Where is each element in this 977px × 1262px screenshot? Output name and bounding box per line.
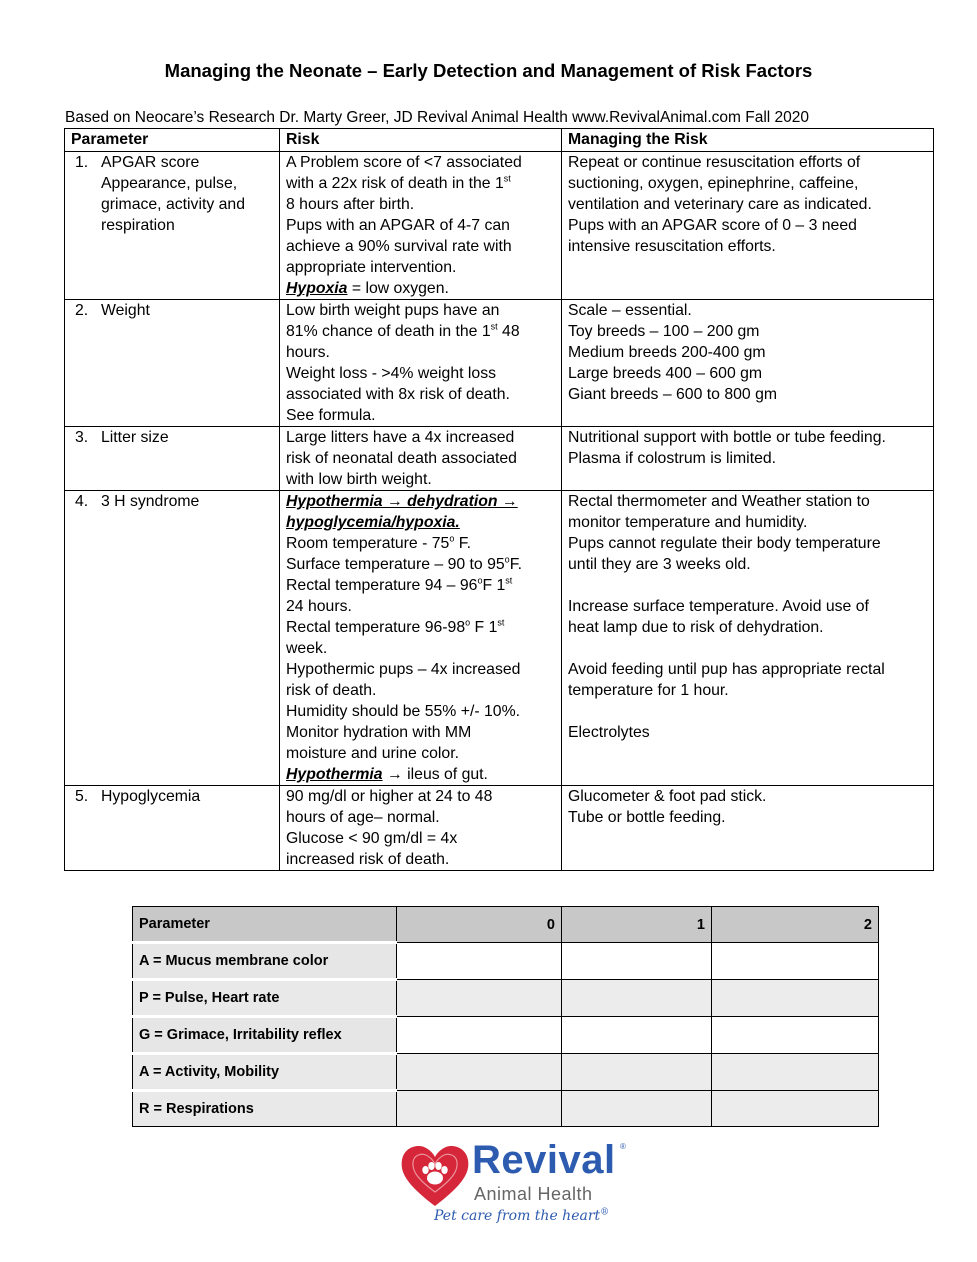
managing-text: monitor temperature and humidity. (568, 514, 808, 531)
apgar-row (133, 943, 879, 980)
managing-text: Toy breeds – 100 – 200 gm (568, 323, 760, 340)
table-row (65, 300, 934, 427)
row-number: 1. (75, 154, 89, 171)
managing-cell (562, 427, 934, 491)
table-row (65, 786, 934, 871)
table-row (65, 491, 934, 786)
row-number: 5. (75, 788, 89, 805)
apgar-score-table (132, 906, 879, 1127)
apgar-score-cell (397, 943, 562, 980)
managing-cell (562, 786, 934, 871)
apgar-header-score-0: 0 (397, 907, 562, 943)
apgar-header-row (133, 907, 879, 943)
managing-cell (562, 491, 934, 786)
apgar-score-cell (712, 980, 879, 1017)
risk-text: Weight loss - >4% weight loss (286, 365, 496, 382)
apgar-header-score-2: 2 (712, 907, 879, 943)
managing-text: Rectal thermometer and Weather station to (568, 493, 870, 510)
parameter-cell (65, 786, 280, 871)
managing-text: until they are 3 weeks old. (568, 556, 751, 573)
row-number: 2. (75, 302, 89, 319)
managing-text: Electrolytes (568, 724, 650, 741)
table-header-row (65, 129, 934, 152)
risk-text: Surface temperature – 90 to 95$^o$F. (286, 554, 522, 573)
logo-wordmark: Revival (472, 1138, 616, 1182)
apgar-score-cell (712, 1054, 879, 1091)
managing-text: suctioning, oxygen, epinephrine, caffeine, (568, 175, 859, 192)
risk-text: increased risk of death. (286, 851, 450, 868)
managing-text: Avoid feeding until pup has appropriate rectal (568, 661, 885, 678)
header-managing: Managing the Risk (562, 129, 934, 152)
heart-paw-icon (398, 1142, 472, 1210)
apgar-header-parameter: Parameter (133, 907, 397, 943)
apgar-header-score-1: 1 (562, 907, 712, 943)
apgar-score-cell (712, 943, 879, 980)
managing-text: ventilation and veterinary care as indicated. (568, 196, 872, 213)
risk-cell (280, 491, 562, 786)
risk-text: with a 22x risk of death in the 1st (286, 173, 511, 192)
risk-factor-table (64, 128, 934, 871)
risk-text: risk of neonatal death associated (286, 450, 517, 467)
apgar-score-cell (562, 980, 712, 1017)
apgar-score-cell (397, 980, 562, 1017)
table-row (65, 152, 934, 300)
managing-text: Pups cannot regulate their body temperature (568, 535, 881, 552)
risk-cell (280, 427, 562, 491)
logo-tagline: Pet care from the heart® (434, 1207, 610, 1224)
risk-text: 90 mg/dl or higher at 24 to 48 (286, 788, 493, 805)
risk-text: Hypoxia = low oxygen. (286, 280, 449, 297)
apgar-row (133, 980, 879, 1017)
header-parameter: Parameter (65, 129, 280, 152)
registered-mark: ® (620, 1142, 626, 1151)
parameter-text: grimace, activity and (101, 196, 245, 213)
managing-text: Glucometer & foot pad stick. (568, 788, 767, 805)
managing-text: Giant breeds – 600 to 800 gm (568, 386, 778, 403)
risk-text: Hypothermic pups – 4x increased (286, 661, 521, 678)
risk-text: moisture and urine color. (286, 745, 459, 762)
managing-text: Increase surface temperature. Avoid use of (568, 598, 869, 615)
apgar-row (133, 1091, 879, 1127)
risk-text: week. (286, 640, 328, 657)
row-number: 4. (75, 493, 89, 510)
managing-text: Medium breeds 200-400 gm (568, 344, 766, 361)
risk-text: risk of death. (286, 682, 377, 699)
risk-text: Low birth weight pups have an (286, 302, 500, 319)
parameter-cell (65, 152, 280, 300)
apgar-score-cell (712, 1017, 879, 1054)
revival-logo (396, 1140, 636, 1230)
risk-text: See formula. (286, 407, 376, 424)
managing-text: Scale – essential. (568, 302, 692, 319)
parameter-cell (65, 300, 280, 427)
risk-text: associated with 8x risk of death. (286, 386, 510, 403)
risk-text: Rectal temperature 96-98$^o$ F 1st (286, 617, 505, 636)
parameter-text: Appearance, pulse, (101, 175, 238, 192)
apgar-parameter: R = Respirations (133, 1091, 397, 1127)
risk-cell (280, 300, 562, 427)
risk-text: Glucose < 90 gm/dl = 4x (286, 830, 458, 847)
apgar-score-cell (562, 1091, 712, 1127)
parameter-text: 3 H syndrome (101, 493, 200, 510)
risk-text: Rectal temperature 94 – 96$^o$F 1st (286, 575, 513, 594)
risk-text: 81% chance of death in the 1st 48 (286, 321, 520, 340)
header-risk: Risk (280, 129, 562, 152)
apgar-parameter: A = Activity, Mobility (133, 1054, 397, 1091)
managing-text: Repeat or continue resuscitation efforts of (568, 154, 861, 171)
apgar-score-cell (562, 943, 712, 980)
risk-text: Large litters have a 4x increased (286, 429, 515, 446)
risk-text: hours of age– normal. (286, 809, 440, 826)
risk-text: Hypothermia → dehydration → (286, 493, 518, 510)
apgar-score-cell (397, 1017, 562, 1054)
row-number: 3. (75, 429, 89, 446)
managing-text: Pups with an APGAR score of 0 – 3 need (568, 217, 857, 234)
risk-text: Pups with an APGAR of 4-7 can (286, 217, 510, 234)
parameter-text: Litter size (101, 429, 169, 446)
apgar-row (133, 1017, 879, 1054)
risk-text: hours. (286, 344, 330, 361)
managing-text: Plasma if colostrum is limited. (568, 450, 777, 467)
risk-text: Hypothermia → ileus of gut. (286, 766, 488, 783)
risk-text: hypoglycemia/hypoxia. (286, 514, 460, 531)
managing-text: intensive resuscitation efforts. (568, 238, 776, 255)
source-line: Based on Neocare’s Research Dr. Marty Greer, JD Revival Animal Health www.RevivalAnimal.com Fall 2020 (65, 109, 810, 126)
parameter-text: APGAR score (101, 154, 200, 171)
apgar-parameter: A = Mucus membrane color (133, 943, 397, 980)
apgar-score-cell (562, 1054, 712, 1091)
apgar-score-cell (562, 1017, 712, 1054)
apgar-parameter: P = Pulse, Heart rate (133, 980, 397, 1017)
apgar-row (133, 1054, 879, 1091)
parameter-cell (65, 491, 280, 786)
managing-text: temperature for 1 hour. (568, 682, 729, 699)
risk-text: A Problem score of <7 associated (286, 154, 522, 171)
parameter-text: respiration (101, 217, 175, 234)
risk-text: Room temperature - 75$^o$ F. (286, 533, 472, 552)
apgar-score-cell (397, 1054, 562, 1091)
risk-text: achieve a 90% survival rate with (286, 238, 512, 255)
page-title: Managing the Neonate – Early Detection and Management of Risk Factors (164, 60, 813, 81)
managing-text: Large breeds 400 – 600 gm (568, 365, 763, 382)
managing-text: Nutritional support with bottle or tube feeding. (568, 429, 886, 446)
risk-text: with low birth weight. (286, 471, 432, 488)
parameter-text: Hypoglycemia (101, 788, 201, 805)
parameter-text: Weight (101, 302, 150, 319)
risk-text: 24 hours. (286, 598, 352, 615)
risk-text: 8 hours after birth. (286, 196, 415, 213)
parameter-cell (65, 427, 280, 491)
managing-text: heat lamp due to risk of dehydration. (568, 619, 824, 636)
apgar-score-cell (397, 1091, 562, 1127)
apgar-score-cell (712, 1091, 879, 1127)
logo-subtitle: Animal Health (474, 1184, 593, 1204)
risk-cell (280, 152, 562, 300)
risk-text: Humidity should be 55% +/- 10%. (286, 703, 521, 720)
apgar-parameter: G = Grimace, Irritability reflex (133, 1017, 397, 1054)
risk-text: Monitor hydration with MM (286, 724, 472, 741)
managing-cell (562, 300, 934, 427)
managing-cell (562, 152, 934, 300)
managing-text: Tube or bottle feeding. (568, 809, 726, 826)
risk-text: appropriate intervention. (286, 259, 457, 276)
table-row (65, 427, 934, 491)
risk-cell (280, 786, 562, 871)
